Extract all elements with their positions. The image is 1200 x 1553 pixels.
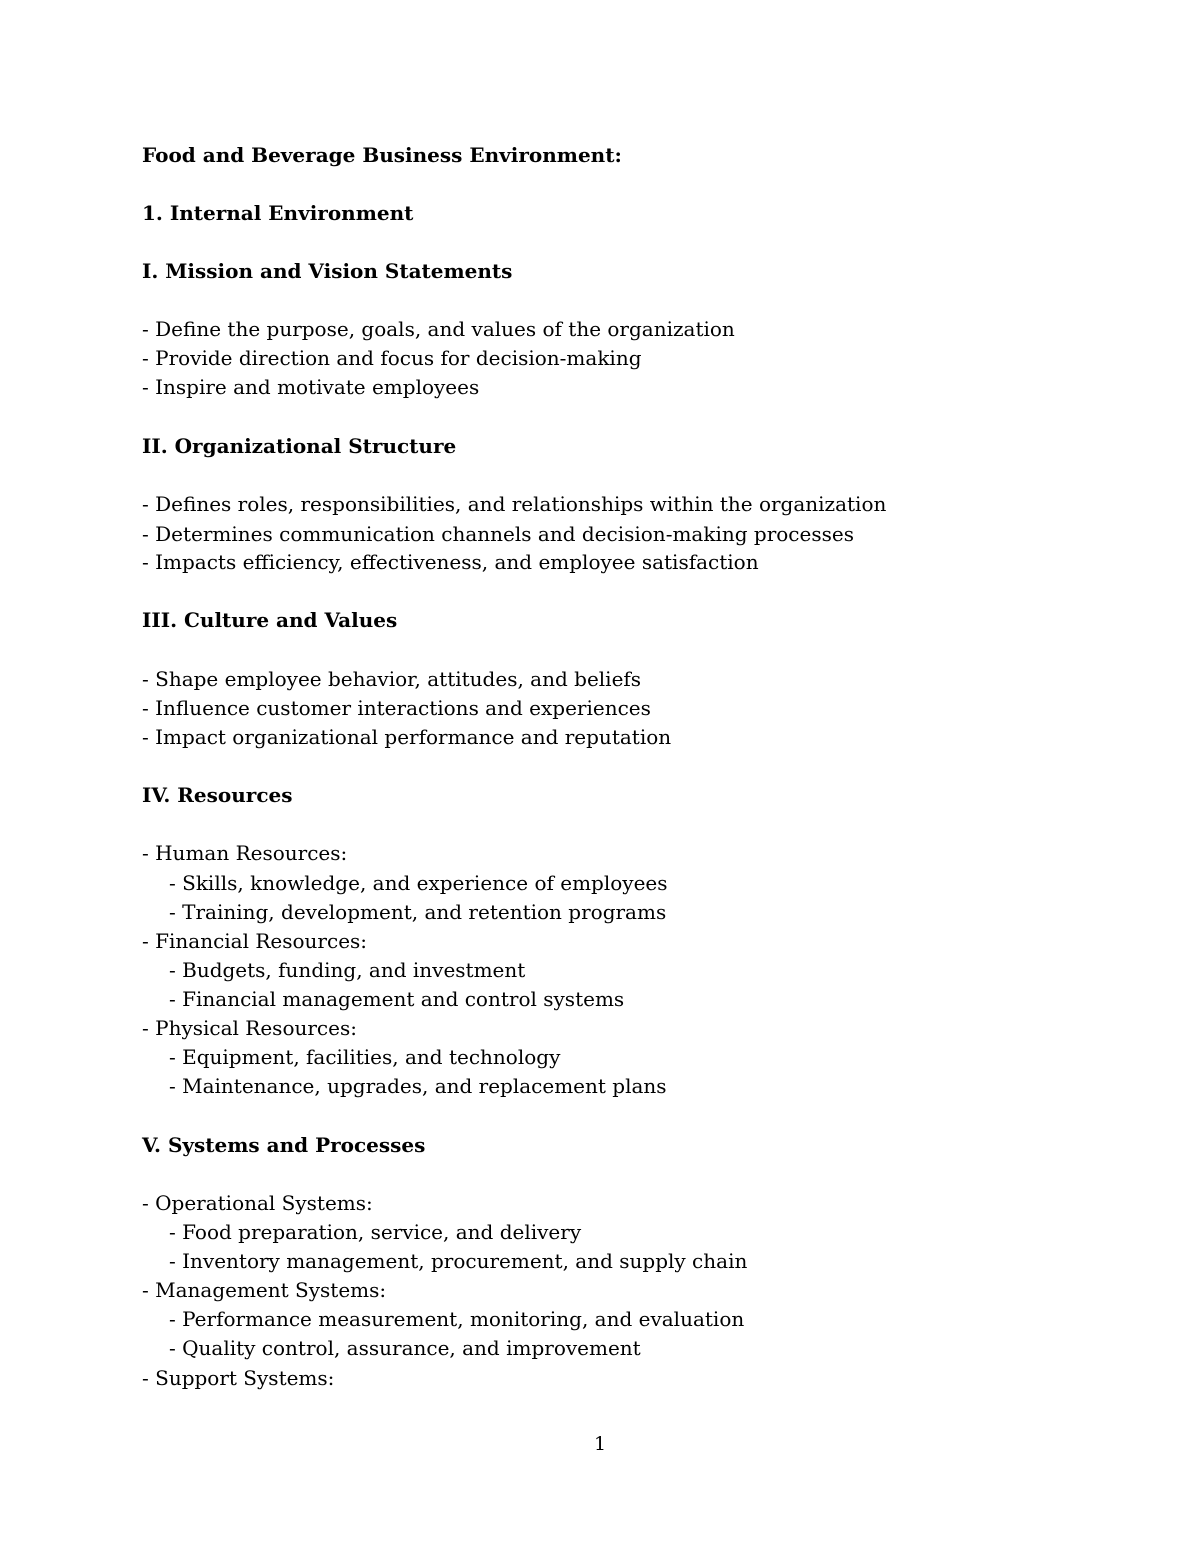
subsection-heading-systems: V. Systems and Processes	[142, 1133, 426, 1157]
list-item: - Provide direction and focus for decision-making	[142, 346, 642, 370]
page-number: 1	[593, 1433, 607, 1455]
list-item: - Support Systems:	[142, 1366, 335, 1390]
list-item: - Operational Systems:	[142, 1191, 373, 1215]
list-item: - Influence customer interactions and experiences	[142, 696, 651, 720]
list-subitem: - Budgets, funding, and investment	[169, 958, 526, 982]
list-subitem: - Training, development, and retention programs	[169, 900, 667, 924]
list-subitem: - Inventory management, procurement, and supply chain	[169, 1249, 748, 1273]
subsection-heading-structure: II. Organizational Structure	[142, 434, 457, 458]
list-item: - Financial Resources:	[142, 929, 368, 953]
list-item: - Physical Resources:	[142, 1016, 357, 1040]
list-subitem: - Skills, knowledge, and experience of employees	[169, 871, 668, 895]
subsection-heading-resources: IV. Resources	[142, 783, 293, 807]
list-item: - Shape employee behavior, attitudes, and beliefs	[142, 667, 642, 691]
list-item: - Defines roles, responsibilities, and relationships within the organization	[142, 492, 887, 516]
list-item: - Define the purpose, goals, and values of the organization	[142, 317, 735, 341]
section-heading: 1. Internal Environment	[142, 201, 414, 225]
list-item: - Management Systems:	[142, 1278, 387, 1302]
list-item: - Impacts efficiency, effectiveness, and employee satisfaction	[142, 550, 759, 574]
list-item: - Inspire and motivate employees	[142, 375, 480, 399]
subsection-heading-culture: III. Culture and Values	[142, 608, 398, 632]
subsection-heading-mission: I. Mission and Vision Statements	[142, 259, 513, 283]
list-item: - Impact organizational performance and reputation	[142, 725, 672, 749]
list-subitem: - Financial management and control systems	[169, 987, 625, 1011]
list-subitem: - Food preparation, service, and delivery	[169, 1220, 582, 1244]
list-item: - Determines communication channels and decision-making processes	[142, 522, 854, 546]
document-title: Food and Beverage Business Environment:	[142, 143, 622, 167]
list-item: - Human Resources:	[142, 841, 348, 865]
list-subitem: - Maintenance, upgrades, and replacement plans	[169, 1074, 667, 1098]
list-subitem: - Equipment, facilities, and technology	[169, 1045, 561, 1069]
list-subitem: - Quality control, assurance, and improvement	[169, 1336, 641, 1360]
list-subitem: - Performance measurement, monitoring, and evaluation	[169, 1307, 745, 1331]
